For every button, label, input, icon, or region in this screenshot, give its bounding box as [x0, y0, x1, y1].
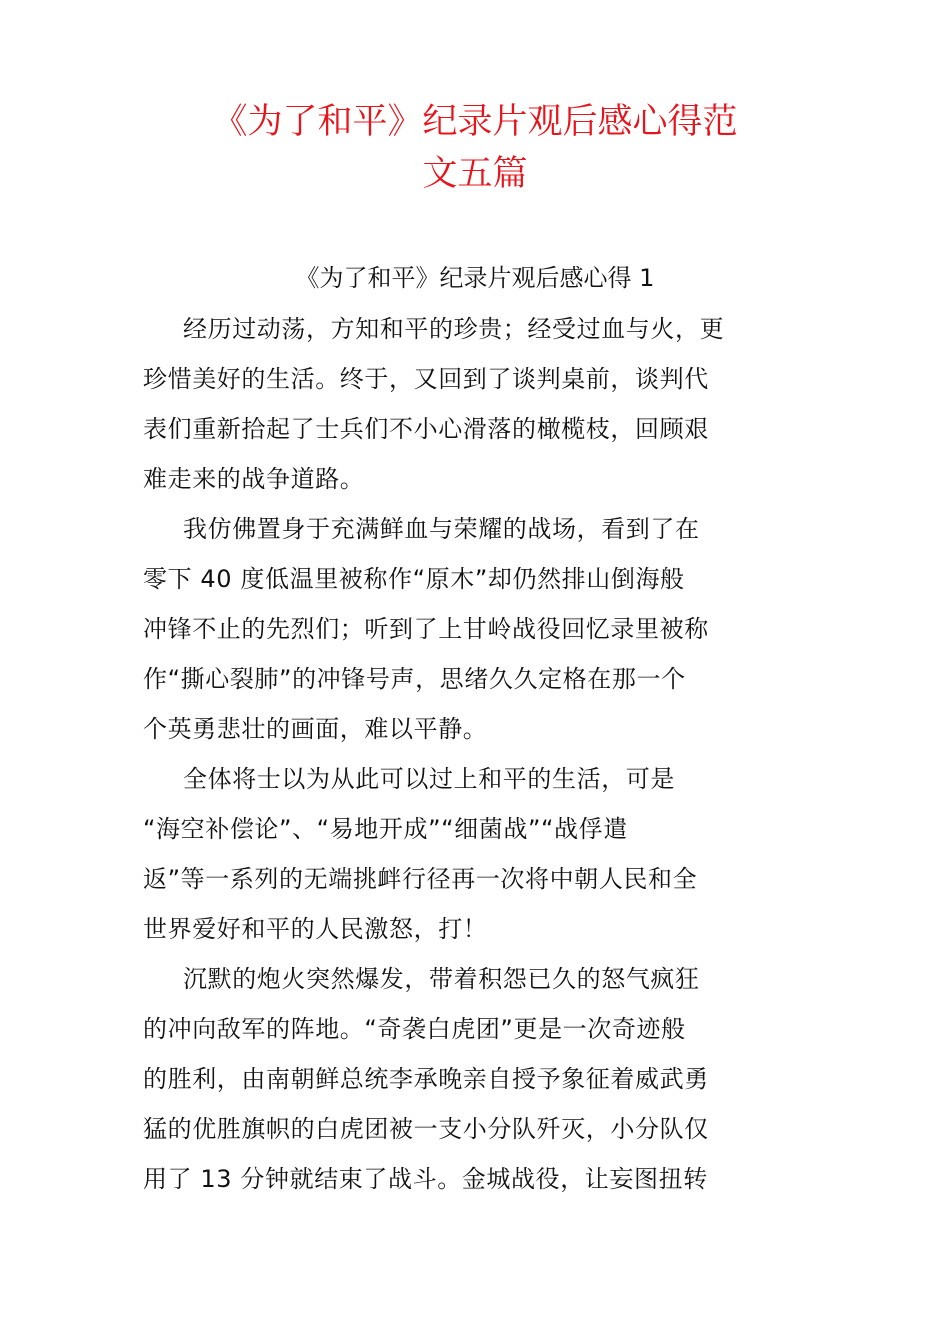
- text-line: 全体将士以为从此可以过上和平的生活，可是: [183, 765, 675, 793]
- text-line: 冲锋不止的先烈们；听到了上甘岭战役回忆录里被称: [143, 615, 709, 643]
- text-line: 沉默的炮火突然爆发，带着积怨已久的怒气疯狂: [183, 965, 700, 993]
- text-line: 经历过动荡，方知和平的珍贵；经受过血与火，更: [183, 315, 725, 343]
- text-line: 零下 40 度低温里被称作“原木”却仍然排山倒海般: [143, 565, 685, 593]
- text-line: 的胜利，由南朝鲜总统李承晚亲自授予象征着威武勇: [143, 1065, 709, 1093]
- text-line: 用了 13 分钟就结束了战斗。金城战役，让妄图扭转: [143, 1165, 708, 1193]
- section-heading: 《为了和平》纪录片观后感心得 1: [295, 264, 655, 292]
- text-line: 我仿佛置身于充满鲜血与荣耀的战场，看到了在: [183, 515, 700, 543]
- body-text: [143, 304, 783, 1204]
- text-line: 的冲向敌军的阵地。“奇袭白虎团”更是一次奇迹般: [143, 1015, 686, 1043]
- text-line: 个英勇悲壮的画面，难以平静。: [143, 715, 488, 743]
- text-line: 世界爱好和平的人民激怒，打！: [143, 915, 488, 943]
- text-line: 返”等一系列的无端挑衅行径再一次将中朝人民和全: [143, 865, 698, 893]
- document-title-line-1: 《为了和平》纪录片观后感心得范: [212, 102, 738, 142]
- document-title: [0, 96, 950, 200]
- text-line: 珍惜美好的生活。终于，又回到了谈判桌前，谈判代: [143, 365, 709, 393]
- text-line: 表们重新拾起了士兵们不小心滑落的橄榄枝，回顾艰: [143, 415, 709, 443]
- text-line: 难走来的战争道路。: [143, 465, 365, 493]
- text-line: 猛的优胜旗帜的白虎团被一支小分队歼灭，小分队仅: [143, 1115, 709, 1143]
- text-line: “海空补偿论”、“易地开成”“细菌战”“战俘遣: [143, 815, 628, 843]
- text-line: 作“撕心裂肺”的冲锋号声，思绪久久定格在那一个: [143, 665, 686, 693]
- document-title-line-2: 文五篇: [422, 154, 528, 194]
